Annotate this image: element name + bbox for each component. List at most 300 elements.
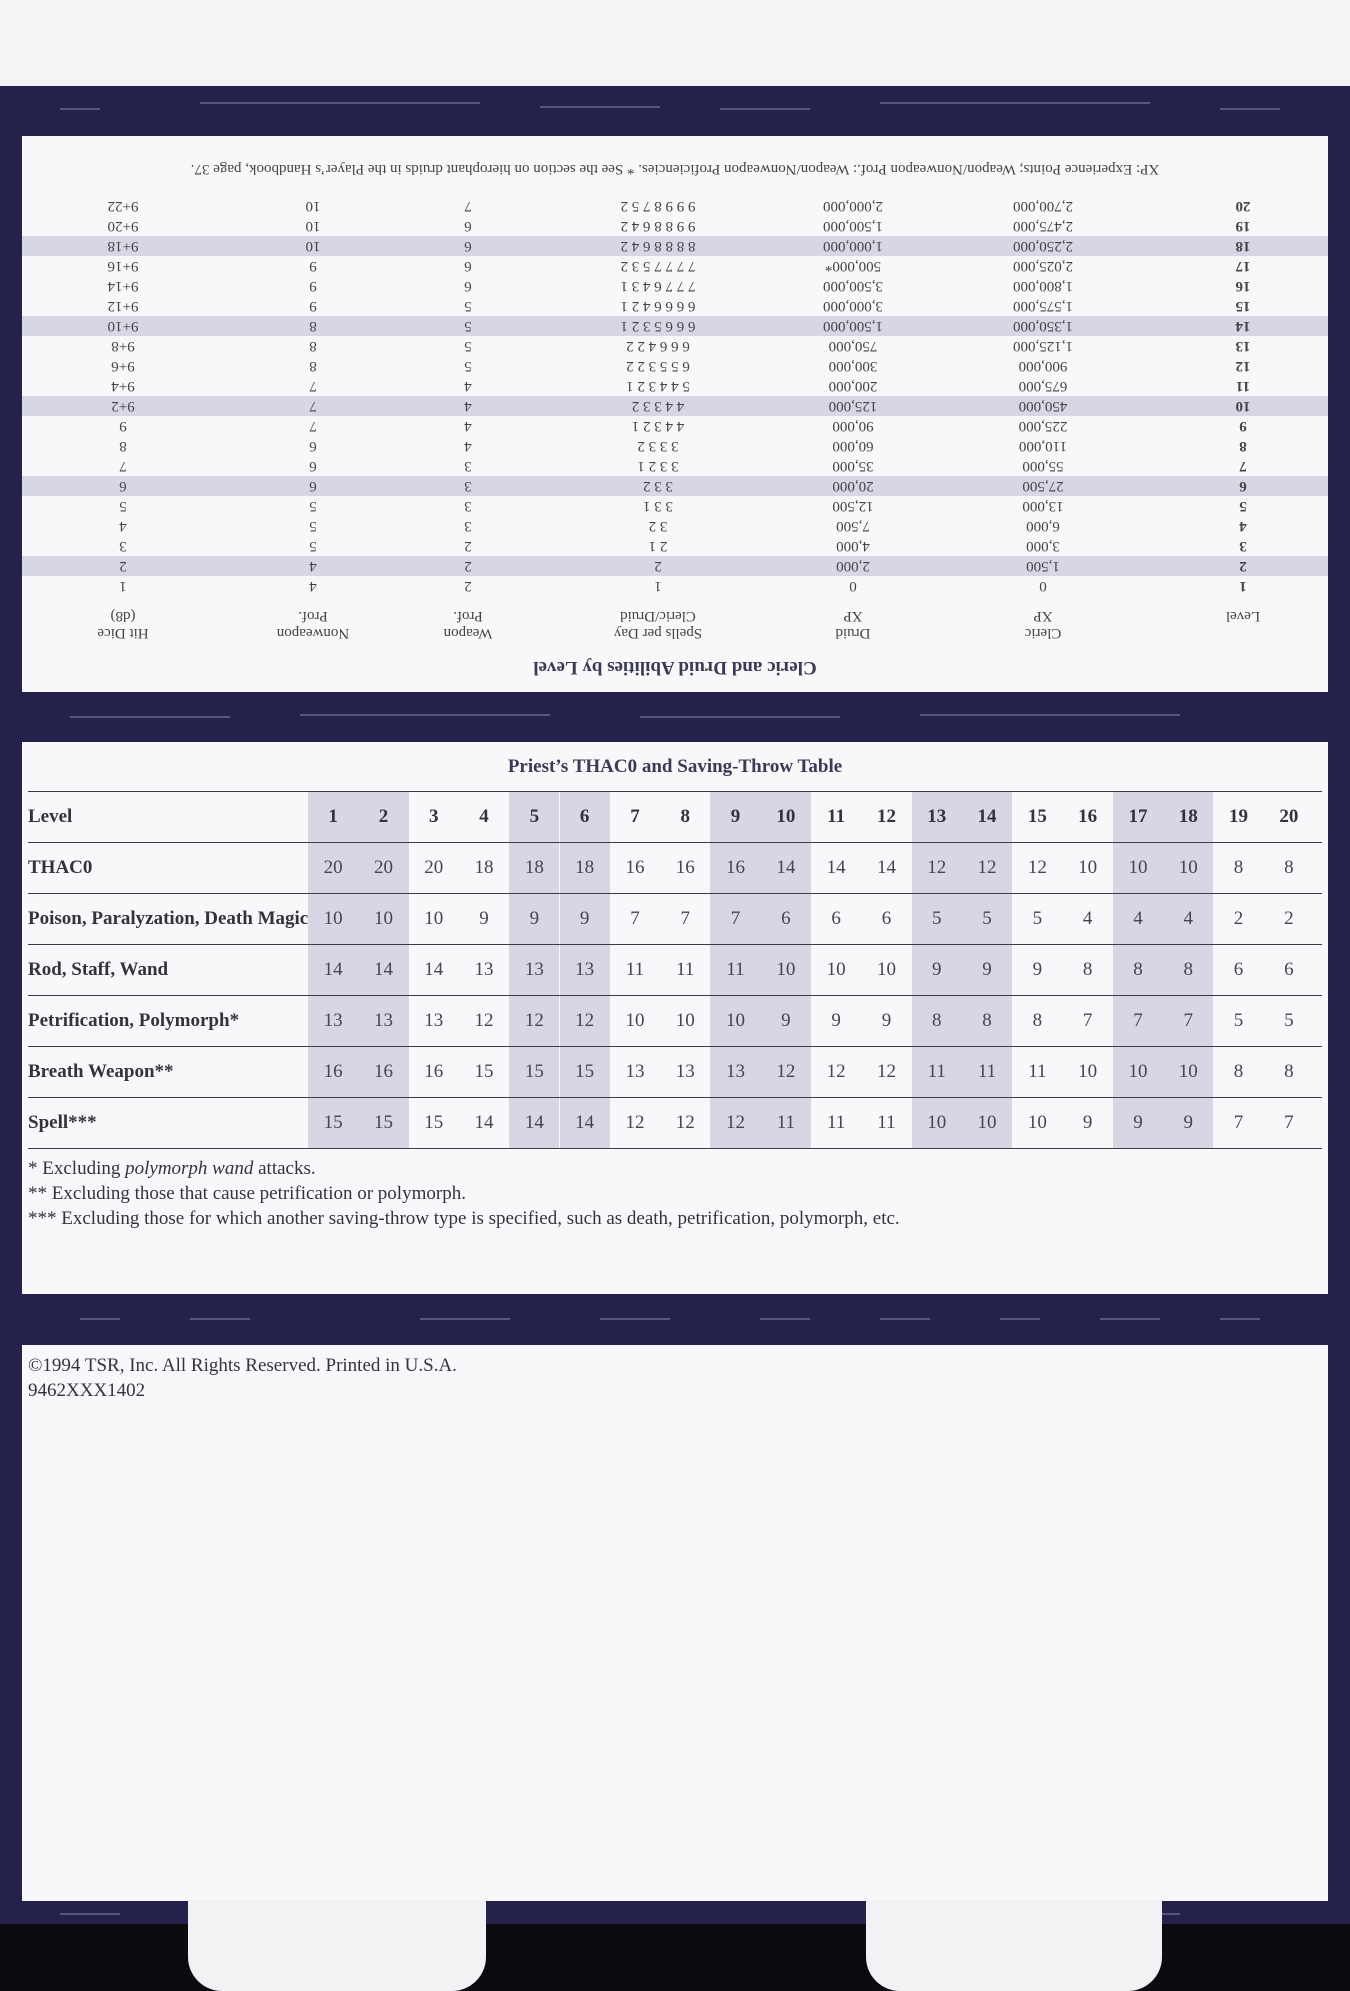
- abilities-cell: 90,000: [832, 418, 874, 434]
- level-header-cell: 3: [428, 806, 439, 827]
- level-header-cell: 9: [710, 792, 760, 842]
- abilities-row: [22, 196, 1328, 216]
- row-label: Spell***: [28, 1112, 97, 1133]
- abilities-cell: 900,000: [1018, 358, 1068, 374]
- value-cell: 8: [912, 996, 962, 1046]
- abilities-row: [22, 296, 1328, 316]
- abilities-cell: 6: [309, 458, 317, 474]
- abilities-row: [22, 576, 1328, 596]
- value-cell: 7: [710, 894, 760, 944]
- abilities-level-cell: 7: [1239, 458, 1247, 474]
- value-cell: 14: [876, 857, 896, 878]
- value-cell: 15: [509, 1047, 559, 1097]
- abilities-row: [22, 336, 1328, 356]
- value-cell: 9: [761, 996, 811, 1046]
- value-cell: 10: [710, 996, 760, 1046]
- abilities-cell: 7: [119, 458, 127, 474]
- abilities-cell: 5: [464, 338, 472, 354]
- abilities-cell: 1,350,000: [1013, 318, 1073, 334]
- abilities-cell: 3 3 2: [643, 478, 673, 494]
- value-cell: 10: [1163, 843, 1213, 893]
- abilities-level-cell: 2: [1239, 558, 1247, 574]
- copyright-panel: [22, 1345, 1328, 1901]
- abilities-cell: 500,000*: [824, 258, 882, 274]
- value-cell: 14: [509, 1098, 559, 1148]
- value-cell: 10: [912, 1098, 962, 1148]
- abilities-header-cell: Level: [1225, 608, 1261, 624]
- abilities-cell: 5: [119, 498, 127, 514]
- abilities-cell: 4: [464, 398, 472, 414]
- abilities-cell: 9 9 9 8 7 5 2: [620, 198, 696, 214]
- abilities-row: [22, 416, 1328, 436]
- value-cell: 18: [509, 843, 559, 893]
- abilities-cell: 6: [464, 218, 472, 234]
- abilities-cell: 4: [464, 418, 472, 434]
- abilities-cell: 2: [119, 558, 127, 574]
- level-header-row: [28, 791, 1322, 842]
- abilities-level-cell: 15: [1235, 298, 1251, 314]
- value-cell: 2: [1284, 908, 1294, 929]
- abilities-header-cell: Nonweapon Prof.: [276, 608, 350, 641]
- abilities-cell: 2: [464, 558, 472, 574]
- value-cell: 15: [474, 1061, 494, 1082]
- abilities-cell: 4: [464, 438, 472, 454]
- value-cell: 12: [509, 996, 559, 1046]
- abilities-cell: 5: [464, 358, 472, 374]
- abilities-cell: 7 7 7 6 4 3 1: [620, 278, 696, 294]
- save-row: [28, 893, 1322, 944]
- abilities-level-cell: 13: [1235, 338, 1251, 354]
- abilities-cell: 10: [305, 218, 321, 234]
- abilities-cell: 2,000,000: [823, 198, 883, 214]
- value-cell: 5: [1284, 1010, 1294, 1031]
- value-cell: 12: [625, 1112, 645, 1133]
- abilities-cell: 1,125,000: [1013, 338, 1073, 354]
- abilities-cell: 5 4 4 3 2 1: [626, 378, 690, 394]
- save-row: [28, 1046, 1322, 1097]
- abilities-cell: 2: [654, 558, 662, 574]
- abilities-cell: 3 3 3 2: [637, 438, 679, 454]
- value-cell: 10: [876, 959, 896, 980]
- value-cell: 12: [710, 1098, 760, 1148]
- value-cell: 10: [625, 1010, 645, 1031]
- value-cell: 11: [962, 1047, 1012, 1097]
- level-header-cell: 1: [308, 792, 358, 842]
- abilities-cell: 8: [309, 318, 317, 334]
- fold-tab-right: [866, 1900, 1162, 1991]
- abilities-cell: 2: [464, 538, 472, 554]
- abilities-cell: 1,800,000: [1013, 278, 1073, 294]
- value-cell: 4: [1082, 908, 1093, 929]
- value-cell: 13: [625, 1061, 645, 1082]
- abilities-cell: 4: [309, 558, 317, 574]
- abilities-cell: 5: [464, 298, 472, 314]
- save-row: [28, 944, 1322, 995]
- value-cell: 10: [1113, 843, 1163, 893]
- row-label: Rod, Staff, Wand: [28, 959, 169, 980]
- abilities-cell: 9+6: [111, 358, 135, 374]
- product-code: 9462XXX1402: [28, 1380, 146, 1401]
- abilities-cell: 2: [464, 578, 472, 594]
- value-cell: 9: [962, 945, 1012, 995]
- abilities-cell: 110,000: [1018, 438, 1068, 454]
- note-2: ** Excluding those that cause petrification or polymorph.: [28, 1183, 466, 1204]
- abilities-cell: 5: [309, 518, 317, 534]
- abilities-cell: 27,500: [1022, 478, 1064, 494]
- thac0-table: [28, 791, 1322, 1149]
- value-cell: 6: [881, 908, 892, 929]
- value-cell: 12: [962, 843, 1012, 893]
- abilities-cell: 8: [119, 438, 127, 454]
- value-cell: 16: [710, 843, 760, 893]
- abilities-cell: 6: [464, 238, 472, 254]
- abilities-cell: 0: [1039, 578, 1047, 594]
- abilities-cell: 12,500: [832, 498, 874, 514]
- thac0-title: Priest’s THAC0 and Saving-Throw Table: [507, 756, 843, 777]
- value-cell: 6: [831, 908, 841, 929]
- abilities-cell: 7: [464, 198, 472, 214]
- abilities-cell: 3: [119, 538, 127, 554]
- value-cell: 2: [1233, 908, 1244, 929]
- level-header-cell: 11: [827, 806, 846, 827]
- abilities-level-cell: 20: [1235, 198, 1251, 214]
- value-cell: 11: [625, 959, 645, 980]
- value-cell: 13: [675, 1061, 695, 1082]
- abilities-cell: 6 5 5 3 2 2: [626, 358, 690, 374]
- abilities-level-cell: 12: [1235, 358, 1251, 374]
- value-cell: 9: [1032, 959, 1043, 980]
- level-header-cell: 5: [509, 792, 559, 842]
- value-cell: 5: [1233, 1010, 1244, 1031]
- abilities-row: [22, 436, 1328, 456]
- value-cell: 9: [479, 908, 489, 929]
- level-header-cell: 16: [1078, 806, 1098, 827]
- level-header-cell: 19: [1229, 806, 1249, 827]
- abilities-cell: 3,000,000: [823, 298, 883, 314]
- value-cell: 16: [675, 857, 695, 878]
- value-cell: 10: [308, 894, 358, 944]
- value-cell: 14: [358, 945, 408, 995]
- abilities-cell: 7: [309, 378, 317, 394]
- abilities-level-cell: 6: [1239, 478, 1247, 494]
- abilities-cell: 4 4 3 2 1: [631, 418, 685, 434]
- abilities-cell: 0: [849, 578, 857, 594]
- abilities-row: [22, 256, 1328, 276]
- value-cell: 12: [560, 996, 610, 1046]
- abilities-cell: 9: [309, 298, 317, 314]
- value-cell: 11: [912, 1047, 962, 1097]
- value-cell: 13: [710, 1047, 760, 1097]
- abilities-cell: 6: [309, 478, 317, 494]
- abilities-cell: 750,000: [828, 338, 878, 354]
- abilities-row: [22, 236, 1328, 256]
- abilities-cell: 8: [309, 358, 317, 374]
- value-cell: 7: [1233, 1112, 1244, 1133]
- value-cell: 5: [912, 894, 962, 944]
- value-cell: 8: [1113, 945, 1163, 995]
- thac0-panel: [22, 742, 1328, 1294]
- value-cell: 7: [1113, 996, 1163, 1046]
- value-cell: 10: [761, 945, 811, 995]
- abilities-cell: 3 3 1: [643, 498, 673, 514]
- value-cell: 10: [1078, 1061, 1098, 1082]
- value-cell: 12: [474, 1010, 494, 1031]
- value-cell: 11: [877, 1112, 896, 1133]
- abilities-cell: 9+8: [111, 338, 135, 354]
- value-cell: 8: [1233, 857, 1244, 878]
- abilities-cell: 2,475,000: [1013, 218, 1073, 234]
- value-cell: 13: [308, 996, 358, 1046]
- value-cell: 11: [827, 1112, 846, 1133]
- value-cell: 9: [1113, 1098, 1163, 1148]
- card-top-edge: [0, 0, 1350, 90]
- abilities-cell: 55,000: [1022, 458, 1064, 474]
- value-cell: 8: [962, 996, 1012, 1046]
- abilities-cell: 5: [309, 538, 317, 554]
- abilities-cell: 13,000: [1022, 498, 1064, 514]
- abilities-level-cell: 17: [1235, 258, 1251, 274]
- fold-band-top: [0, 86, 1350, 136]
- value-cell: 7: [1284, 1112, 1294, 1133]
- note-1: * Excluding polymorph wand attacks.: [28, 1158, 316, 1179]
- level-header-cell: 15: [1027, 806, 1047, 827]
- value-cell: 16: [625, 857, 645, 878]
- fold-band-middle: [0, 692, 1350, 742]
- value-cell: 14: [424, 959, 444, 980]
- value-cell: 9: [831, 1010, 841, 1031]
- abilities-cell: 1: [119, 578, 127, 594]
- abilities-cell: 3 3 2 1: [637, 458, 679, 474]
- level-header-cell: 18: [1163, 792, 1213, 842]
- level-header-cell: 14: [962, 792, 1012, 842]
- abilities-cell: 6: [464, 278, 472, 294]
- abilities-cell: 9+2: [111, 398, 135, 414]
- value-cell: 4: [1163, 894, 1213, 944]
- value-cell: 14: [761, 843, 811, 893]
- value-cell: 15: [560, 1047, 610, 1097]
- abilities-cell: 7 7 7 7 5 3 2: [620, 258, 696, 274]
- abilities-cell: 6,000: [1026, 518, 1060, 534]
- abilities-cell: 8: [309, 338, 317, 354]
- abilities-cell: 200,000: [828, 378, 878, 394]
- abilities-cell: 9+18: [107, 238, 139, 254]
- value-cell: 15: [358, 1098, 408, 1148]
- level-header-cell: 13: [912, 792, 962, 842]
- value-cell: 14: [560, 1098, 610, 1148]
- abilities-level-cell: 4: [1239, 518, 1247, 534]
- abilities-cell: 9: [309, 278, 317, 294]
- abilities-cell: 6 6 6 5 3 2 1: [620, 318, 696, 334]
- value-cell: 11: [710, 945, 760, 995]
- abilities-level-cell: 9: [1239, 418, 1247, 434]
- value-cell: 10: [826, 959, 846, 980]
- value-cell: 18: [474, 857, 494, 878]
- value-cell: 20: [424, 857, 444, 878]
- level-header-cell: 6: [560, 792, 610, 842]
- value-cell: 10: [675, 1010, 695, 1031]
- abilities-row: [22, 276, 1328, 296]
- abilities-cell: 9+20: [107, 218, 139, 234]
- row-label: Level: [28, 806, 73, 827]
- value-cell: 7: [630, 908, 640, 929]
- abilities-cell: 6 6 6 4 2 2: [626, 338, 690, 354]
- value-cell: 12: [675, 1112, 695, 1133]
- abilities-cell: 9: [119, 418, 127, 434]
- value-cell: 15: [424, 1112, 444, 1133]
- value-cell: 9: [509, 894, 559, 944]
- level-header-cell: 17: [1113, 792, 1163, 842]
- value-cell: 9: [1163, 1098, 1213, 1148]
- value-cell: 20: [358, 843, 408, 893]
- value-cell: 14: [308, 945, 358, 995]
- abilities-level-cell: 18: [1235, 238, 1251, 254]
- value-cell: 10: [424, 908, 444, 929]
- abilities-level-cell: 8: [1239, 438, 1247, 454]
- abilities-level-cell: 16: [1235, 278, 1251, 294]
- fold-band-lower: [0, 1294, 1350, 1345]
- abilities-level-cell: 19: [1235, 218, 1251, 234]
- abilities-cell: 7: [309, 398, 317, 414]
- value-cell: 16: [358, 1047, 408, 1097]
- value-cell: 16: [424, 1061, 444, 1082]
- value-cell: 14: [474, 1112, 494, 1133]
- value-cell: 7: [1082, 1010, 1093, 1031]
- abilities-cell: 6: [309, 438, 317, 454]
- abilities-row: [22, 316, 1328, 336]
- abilities-cell: 3: [464, 478, 472, 494]
- value-cell: 12: [761, 1047, 811, 1097]
- abilities-level-cell: 1: [1239, 578, 1247, 594]
- level-header-cell: 10: [761, 792, 811, 842]
- level-header-cell: 12: [876, 806, 896, 827]
- abilities-header: [22, 598, 1328, 644]
- value-cell: 5: [1032, 908, 1043, 929]
- value-cell: 13: [560, 945, 610, 995]
- row-label: Breath Weapon**: [28, 1061, 174, 1082]
- abilities-row: [22, 476, 1328, 496]
- abilities-cell: 2,700,000: [1013, 198, 1073, 214]
- abilities-cell: 7,500: [836, 518, 870, 534]
- value-cell: 7: [1163, 996, 1213, 1046]
- abilities-cell: 450,000: [1018, 398, 1068, 414]
- value-cell: 13: [509, 945, 559, 995]
- value-cell: 8: [1032, 1010, 1043, 1031]
- value-cell: 4: [1113, 894, 1163, 944]
- abilities-row: [22, 516, 1328, 536]
- abilities-cell: 3,500,000: [823, 278, 883, 294]
- value-cell: 7: [680, 908, 690, 929]
- value-cell: 5: [962, 894, 1012, 944]
- value-cell: 16: [308, 1047, 358, 1097]
- abilities-row: [22, 216, 1328, 236]
- abilities-title: Cleric and Druid Abilities by Level: [533, 657, 817, 678]
- abilities-cell: 3: [464, 458, 472, 474]
- abilities-level-cell: 14: [1235, 318, 1251, 334]
- value-cell: 18: [560, 843, 610, 893]
- abilities-cell: 8 8 8 8 6 4 2: [620, 238, 696, 254]
- abilities-row: [22, 456, 1328, 476]
- value-cell: 13: [358, 996, 408, 1046]
- value-cell: 12: [876, 1061, 896, 1082]
- abilities-cell: 2 1: [648, 538, 668, 554]
- abilities-row: [22, 496, 1328, 516]
- value-cell: 8: [1284, 857, 1294, 878]
- abilities-header-cell: Cleric XP: [1024, 608, 1062, 641]
- value-cell: 8: [1284, 1061, 1294, 1082]
- value-cell: 12: [1027, 857, 1047, 878]
- value-cell: 20: [308, 843, 358, 893]
- value-cell: 10: [1078, 857, 1098, 878]
- abilities-cell: 2,250,000: [1013, 238, 1073, 254]
- abilities-cell: 4: [119, 518, 127, 534]
- save-row: [28, 995, 1322, 1046]
- value-cell: 11: [676, 959, 695, 980]
- abilities-rows: [22, 196, 1328, 596]
- abilities-row: [22, 556, 1328, 576]
- abilities-row: [22, 376, 1328, 396]
- abilities-cell: 4: [464, 378, 472, 394]
- level-header-cell: 4: [479, 806, 489, 827]
- value-cell: 9: [912, 945, 962, 995]
- abilities-cell: 4,000: [836, 538, 870, 554]
- abilities-cell: 125,000: [828, 398, 878, 414]
- abilities-row: [22, 536, 1328, 556]
- abilities-level-cell: 11: [1235, 378, 1251, 394]
- value-cell: 13: [474, 959, 494, 980]
- abilities-cell: 1,500,000: [823, 318, 883, 334]
- abilities-cell: 9+14: [107, 278, 139, 294]
- abilities-cell: 9+4: [111, 378, 135, 394]
- abilities-cell: 3: [464, 498, 472, 514]
- abilities-cell: 2,000: [836, 558, 870, 574]
- abilities-cell: 10: [305, 198, 321, 214]
- abilities-cell: 9+12: [107, 298, 139, 314]
- abilities-cell: 1,500: [1026, 558, 1060, 574]
- value-cell: 10: [1163, 1047, 1213, 1097]
- value-cell: 10: [1027, 1112, 1047, 1133]
- abilities-cell: 9+16: [107, 258, 139, 274]
- abilities-cell: 675,000: [1018, 378, 1068, 394]
- note-3: *** Excluding those for which another saving-throw type is specified, such as death, petrification, polymorph, etc.: [28, 1208, 900, 1229]
- level-header-cell: 20: [1279, 806, 1299, 827]
- value-cell: 8: [1082, 959, 1093, 980]
- value-cell: 6: [1284, 959, 1294, 980]
- abilities-cell: 1,575,000: [1013, 298, 1073, 314]
- abilities-cell: 9: [309, 258, 317, 274]
- abilities-cell: 5: [309, 498, 317, 514]
- value-cell: 11: [761, 1098, 811, 1148]
- abilities-cell: 1,000,000: [823, 238, 883, 254]
- abilities-cell: 3: [464, 518, 472, 534]
- value-cell: 6: [761, 894, 811, 944]
- abilities-cell: 1,500,000: [823, 218, 883, 234]
- thac0-notes: [28, 1156, 900, 1231]
- abilities-level-cell: 5: [1239, 498, 1247, 514]
- value-cell: 12: [826, 1061, 846, 1082]
- abilities-cell: 225,000: [1018, 418, 1068, 434]
- abilities-level-cell: 3: [1239, 538, 1247, 554]
- level-header-cell: 2: [358, 792, 408, 842]
- value-cell: 15: [308, 1098, 358, 1148]
- abilities-row: [22, 356, 1328, 376]
- abilities-header-cell: Hit Dice (d8): [97, 608, 149, 641]
- abilities-cell: 6 6 6 6 4 2 1: [620, 298, 696, 314]
- level-header-cell: 7: [630, 806, 640, 827]
- abilities-level-cell: 10: [1235, 398, 1251, 414]
- abilities-cell: 20,000: [832, 478, 874, 494]
- abilities-cell: 35,000: [832, 458, 874, 474]
- abilities-panel: [22, 136, 1328, 692]
